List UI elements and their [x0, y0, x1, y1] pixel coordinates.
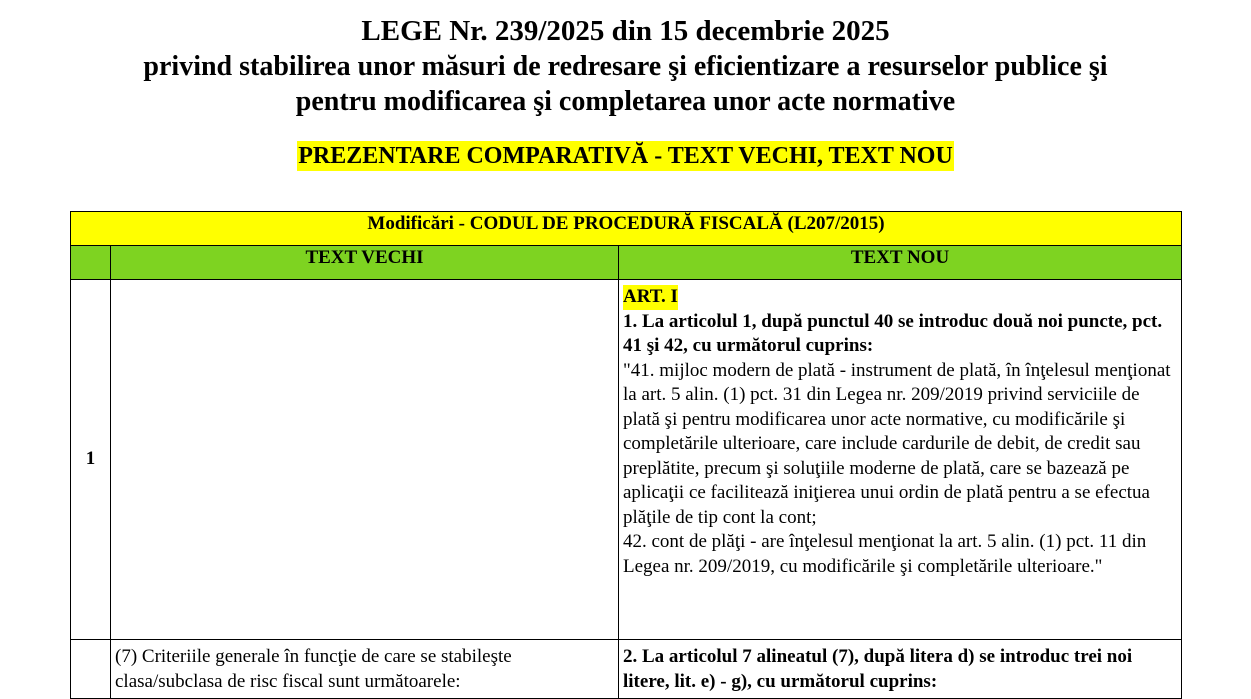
table-row [71, 640, 1182, 699]
row-number [71, 640, 111, 699]
new-text-cell: 2. La articolul 7 alineatul (7), după litera d) se introduc trei noi litere, lit. e) - g), cu următorul cuprins: [619, 640, 1182, 699]
old-text-cell [111, 280, 619, 640]
section-header-row [71, 212, 1182, 246]
comparative-subtitle: PREZENTARE COMPARATIVĂ - TEXT VECHI, TEXT NOU [298, 143, 953, 169]
title-line-1: LEGE Nr. 239/2025 din 15 decembrie 2025 [361, 15, 890, 47]
subtitle-container [0, 141, 1251, 171]
amendment-body: "41. mijloc modern de plată - instrument de plată, în înţelesul menţionat la art. 5 alin. (1) pct. 31 din Legea nr. 209/2019 privind serviciile de plată şi pentru modificarea unor acte normative, cu modificările şi completările ulterioare, care include cardurile de debit, de credit sau preplătite, precum şi soluţiile moderne de plată, care se bazează pe aplicaţii ce facilitează iniţierea unui ordin de plată pentru a se efectua plăţile de tip cont la cont; [623, 359, 1171, 528]
column-header-new-text: TEXT NOU [619, 246, 1182, 280]
column-header-old-text: TEXT VECHI [111, 246, 619, 280]
table-row [71, 280, 1182, 640]
section-title: Modificări - CODUL DE PROCEDURĂ FISCALĂ (L207/2015) [71, 212, 1182, 246]
new-text-cell [619, 280, 1182, 640]
article-label: ART. I [623, 285, 678, 310]
column-header-number [71, 246, 111, 280]
comparison-table [70, 211, 1182, 699]
old-text-cell: (7) Criteriile generale în funcţie de care se stabileşte clasa/subclasa de risc fiscal sunt următoarele: [111, 640, 619, 699]
column-header-row [71, 246, 1182, 280]
title-line-3: pentru modificarea şi completarea unor acte normative [295, 86, 956, 117]
document-title [0, 14, 1251, 119]
amendment-body-2: 42. cont de plăţi - are înţelesul menţionat la art. 5 alin. (1) pct. 11 din Legea nr. 209/2019, cu modificările şi completările ulterioare." [623, 531, 1147, 577]
title-line-2: privind stabilirea unor măsuri de redresare şi eficientizare a resurselor publice şi [143, 51, 1108, 82]
amendment-heading: 1. La articolul 1, după punctul 40 se introduc două noi puncte, pct. 41 şi 42, cu următorul cuprins: [623, 310, 1163, 356]
row-number: 1 [71, 280, 111, 640]
